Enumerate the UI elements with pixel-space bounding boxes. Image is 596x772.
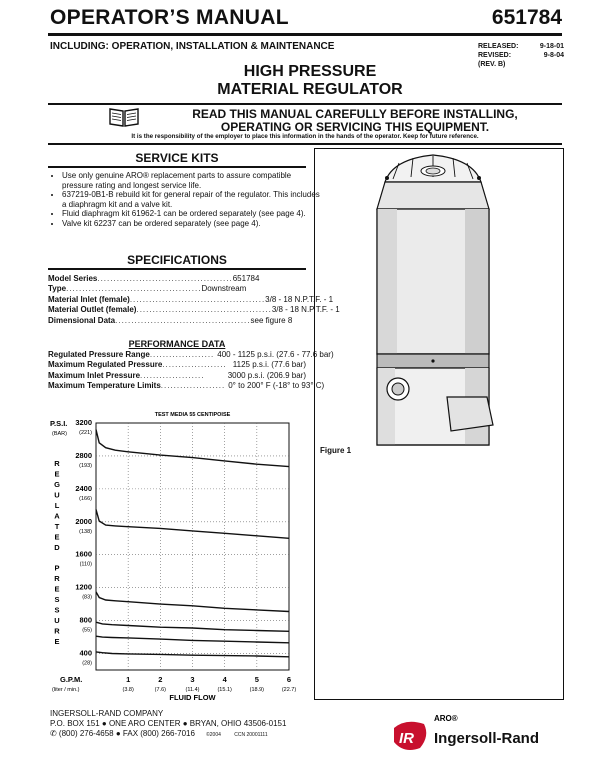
specifications-heading: SPECIFICATIONS (127, 253, 227, 267)
list-item: • Fluid diaphragm kit 61962-1 can be ordered separately (see page 4). (62, 209, 320, 219)
ccn-number: CCN 20001111 (234, 732, 268, 738)
y-axis-label-letter: U (54, 490, 60, 500)
y-axis-label-letter: A (54, 511, 60, 521)
y-axis-label-letter: T (54, 522, 60, 531)
document-number: 651784 (491, 6, 562, 29)
x-unit-label: G.P.M. (60, 675, 83, 684)
x-tick-label: 2 (158, 675, 163, 684)
y-axis-label-letter: R (54, 459, 60, 468)
series-line-4 (96, 622, 289, 631)
revised-date: 9-8-04 (543, 52, 564, 59)
x-tick-sublabel: (3.8) (122, 687, 134, 693)
company-address: P.O. BOX 151 ● ONE ARO CENTER ● BRYAN, OHIO 43506-0151 (50, 719, 287, 728)
x-tick-sublabel: (15.1) (217, 687, 232, 693)
ingersoll-rand-logo (394, 710, 564, 756)
y-axis-label-letter: S (54, 595, 60, 604)
y-tick-sublabel: (166) (79, 495, 92, 502)
product-title-line2: MATERIAL REGULATOR (217, 81, 403, 98)
y-axis-label-letter: E (54, 532, 60, 542)
revision-code: (REV. B) (478, 61, 506, 68)
y-axis-label-letter: R (54, 626, 60, 636)
manual-title: OPERATOR’S MANUAL (50, 6, 289, 29)
spec-row: Dimensional Data .......................................... see figure 8 (48, 315, 293, 325)
x-tick-label: 6 (286, 675, 292, 684)
y-tick-sublabel: (110) (79, 561, 92, 568)
x-tick-sublabel: (22.7) (281, 687, 297, 693)
service-kits-rule (48, 166, 306, 168)
y-axis-label-letter: E (54, 584, 60, 594)
x-tick-label: 1 (126, 675, 131, 684)
y-tick-sublabel: (28) (82, 660, 92, 667)
y-axis-label-letter: D (54, 543, 60, 552)
revision-info (478, 42, 564, 69)
y-tick-sublabel: (55) (82, 627, 92, 634)
x-tick-label: 4 (222, 675, 227, 684)
list-item: • Use only genuine ARO® replacement parts to assure compatible pressure rating and longest service life. (62, 171, 320, 190)
y-axis-label-letter: R (54, 574, 60, 583)
y-axis-label-letter: P (54, 563, 60, 573)
x-tick-label: 5 (254, 675, 259, 684)
responsibility-note: It is the responsibility of the employer to place this information in the hands of the operator. Keep for future reference. (131, 133, 479, 140)
x-unit-sublabel: (liter / min.) (52, 687, 80, 693)
y-axis-label-letter: E (54, 469, 60, 479)
y-tick-label: 1600 (75, 549, 92, 559)
performance-table (48, 350, 334, 392)
y-axis-label-letter: L (54, 501, 60, 510)
list-item: • 637219-0B1-B rebuild kit for general repair of the regulator. This includes a diaphragm kit and a valve kit. (62, 190, 320, 209)
spec-row: Material Outlet (female) .......................................... 3/8 - 18 N.P.T.F. - 1 (48, 305, 340, 315)
chart-title: TEST MEDIA 55 CENTIPOISE (154, 412, 231, 418)
perf-row: Maximum Regulated Pressure .................... 1125 p.s.i. (77.6 bar) (48, 360, 306, 370)
performance-heading: PERFORMANCE DATA (128, 339, 226, 349)
specifications-table (48, 274, 340, 326)
y-axis-label-letter: E (54, 637, 60, 646)
pressure-flow-chart (40, 406, 310, 702)
section-rule (48, 143, 562, 145)
released-date: 9-18-01 (539, 43, 564, 50)
service-kits-heading: SERVICE KITS (135, 151, 219, 165)
warning-line1: READ THIS MANUAL CAREFULLY BEFORE INSTALLING, (192, 107, 518, 121)
y-tick-label: 1200 (75, 582, 92, 592)
warning-rule (48, 103, 562, 105)
warning-line2: OPERATING OR SERVICING THIS EQUIPMENT. (220, 120, 490, 134)
ingersoll-rand-wordmark: Ingersoll-Rand (434, 730, 540, 747)
y-unit-label: P.S.I. (50, 419, 68, 428)
x-axis-label: FLUID FLOW (169, 693, 216, 702)
x-tick-sublabel: (18.9) (249, 687, 265, 693)
y-tick-label: 2000 (75, 516, 92, 526)
ir-mark: IR (399, 730, 414, 747)
x-tick-sublabel: (11.4) (185, 687, 200, 693)
y-tick-sublabel: (83) (82, 594, 92, 601)
manual-subtitle: INCLUDING: OPERATION, INSTALLATION & MAINTENANCE (50, 41, 335, 52)
product-title-line1: HIGH PRESSURE (243, 63, 377, 80)
x-tick-label: 3 (190, 675, 195, 684)
aro-wordmark: ARO® (434, 714, 458, 723)
y-tick-sublabel: (193) (79, 462, 92, 469)
y-axis-label-letter: U (54, 616, 60, 625)
y-tick-sublabel: (221) (79, 430, 92, 436)
y-axis-label-letter: S (54, 605, 60, 615)
figure-panel (314, 148, 564, 700)
open-book-icon (108, 106, 140, 128)
y-unit-sublabel: (BAR) (52, 431, 67, 437)
y-tick-label: 800 (79, 615, 92, 625)
y-tick-label: 400 (79, 648, 92, 658)
y-tick-label: 2400 (75, 483, 92, 493)
released-label: RELEASED: (478, 43, 519, 50)
spec-row: Material Inlet (female) .......................................... 3/8 - 18 N.P.T.F. - 1 (48, 294, 334, 304)
list-item: • Valve kit 62237 can be ordered separately (see page 4). (62, 219, 320, 229)
y-tick-sublabel: (138) (79, 528, 92, 535)
y-axis-label-letter: G (54, 480, 60, 489)
spec-row: Model Series .......................................... 651784 (48, 274, 260, 283)
regulator-illustration (315, 149, 563, 449)
company-phone: ✆ (800) 276-4658 ● FAX (800) 266-7016 (50, 729, 195, 738)
perf-row: Maximum Temperature Limits .................... 0° to 200° F (-18° to 93° C) (48, 381, 325, 391)
copyright-note: ©2004 (206, 732, 221, 738)
specifications-rule (48, 268, 306, 270)
y-tick-label: 3200 (75, 418, 92, 427)
x-tick-sublabel: (7.6) (154, 687, 166, 693)
company-name: INGERSOLL-RAND COMPANY (50, 709, 164, 718)
footer-address-block (50, 709, 286, 740)
service-kits-list (48, 171, 320, 229)
revised-label: REVISED: (478, 52, 512, 59)
perf-row: Maximum Inlet Pressure .................... 3000 p.s.i. (206.9 bar) (48, 370, 306, 380)
header-rule (48, 33, 562, 36)
perf-row: Regulated Pressure Range .................... 400 - 1125 p.s.i. (27.6 - 77.6 bar) (48, 350, 334, 359)
y-tick-label: 2800 (75, 450, 92, 460)
figure-label: Figure 1 (320, 446, 352, 455)
spec-row: Type .......................................... Downstream (48, 284, 247, 294)
